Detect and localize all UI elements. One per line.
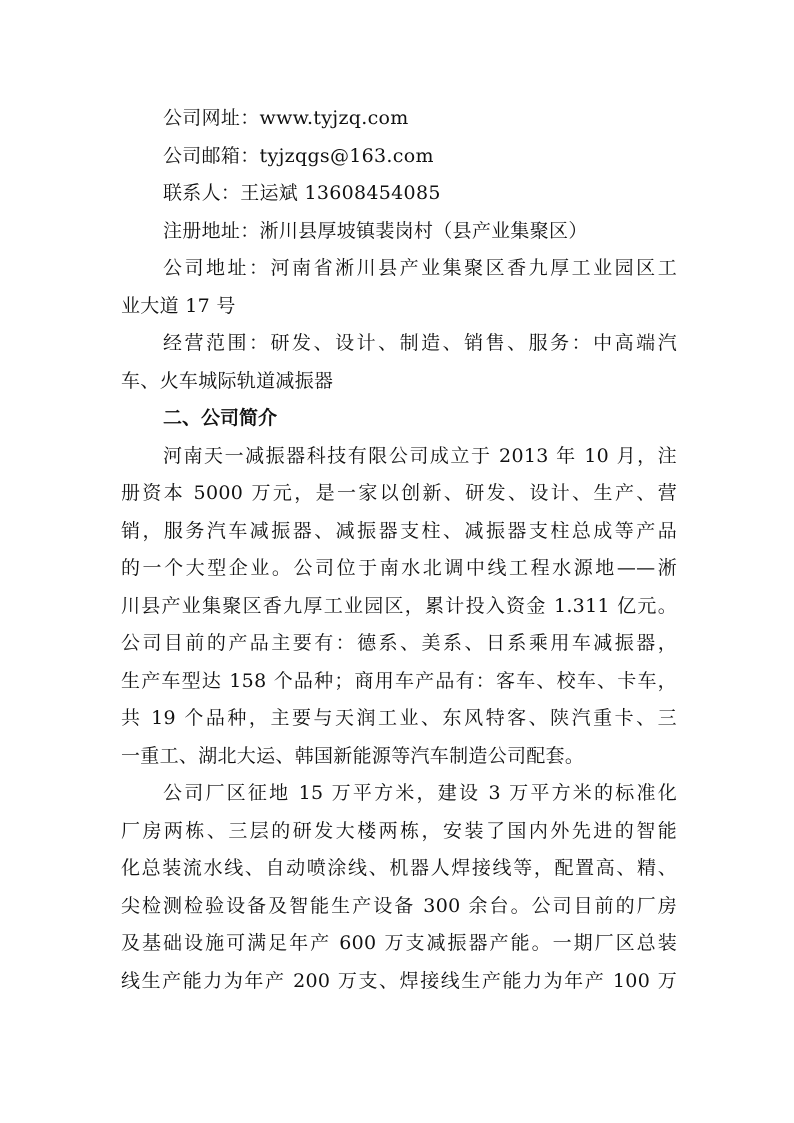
paragraph-line: 的一个大型企业。公司位于南水北调中线工程水源地——淅 [121,557,677,579]
business-scope-value-line1: 研发、设计、制造、销售、服务：中高端汽 [270,332,677,354]
intro-paragraph-2 [121,775,677,1000]
email-label: 公司邮箱： [163,144,260,167]
registered-address-label: 注册地址： [163,219,260,242]
contact-person-label: 联系人： [163,182,241,204]
business-scope-line [121,325,677,363]
company-address-value-line1: 河南省淅川县产业集聚区香九厚工业园区工 [270,257,677,279]
document-content [121,100,677,1000]
paragraph-line: 厂房两栋、三层的研发大楼两栋，安装了国内外先进的智能 [121,819,677,842]
business-scope-label: 经营范围： [163,332,271,354]
website-label: 公司网址： [163,107,260,129]
paragraph-line: 线生产能力为年产 200 万支、焊接线生产能力为年产 100 万 [121,969,677,992]
paragraph-line: 河南天一减振器科技有限公司成立于 2013 年 10 月，注 [163,444,677,467]
contact-person-value: 王运斌 13608454085 [240,182,441,204]
intro-paragraph-1 [121,438,677,776]
website-line [121,100,677,138]
paragraph-line: 册资本 5000 万元，是一家以创新、研发、设计、生产、营 [121,482,677,504]
paragraph-line: 川县产业集聚区香九厚工业园区，累计投入资金 1.311 亿元。 [121,594,677,617]
registered-address-line [121,213,677,251]
paragraph-line: 化总装流水线、自动喷涂线、机器人焊接线等，配置高、精、 [121,857,677,879]
company-address-line-2 [121,288,677,326]
paragraph-line: 销，服务汽车减振器、减振器支柱、减振器支柱总成等产品 [121,519,677,542]
company-address-line [121,250,677,288]
company-address-label: 公司地址： [163,257,271,279]
paragraph-line: 一重工、湖北大运、韩国新能源等汽车制造公司配套。 [121,744,585,767]
contact-person-line [121,175,677,213]
company-address-value-line2: 业大道 17 号 [121,294,236,317]
paragraph-line: 及基础设施可满足年产 600 万支减振器产能。一期厂区总装 [121,932,677,954]
paragraph-line: 尖检测检验设备及智能生产设备 300 余台。公司目前的厂房 [121,894,677,917]
paragraph-line: 公司厂区征地 15 万平方米，建设 3 万平方米的标准化 [163,782,677,804]
email-value: tyjzqgs@163.com [259,144,434,167]
paragraph-line: 生产车型达 158 个品种；商用车产品有：客车、校车、卡车， [121,669,677,692]
registered-address-value: 淅川县厚坡镇裴岗村（县产业集聚区） [259,219,588,242]
website-value: www.tyjzq.com [259,107,409,129]
email-line [121,138,677,176]
business-scope-line-2 [121,363,677,401]
paragraph-line: 公司目前的产品主要有：德系、美系、日系乘用车减振器， [121,632,677,654]
business-scope-value-line2: 车、火车城际轨道减振器 [121,369,334,392]
section-heading-company-intro: 二、公司简介 [163,407,278,429]
paragraph-line: 共 19 个品种，主要与天润工业、东风特客、陕汽重卡、三 [121,707,677,729]
